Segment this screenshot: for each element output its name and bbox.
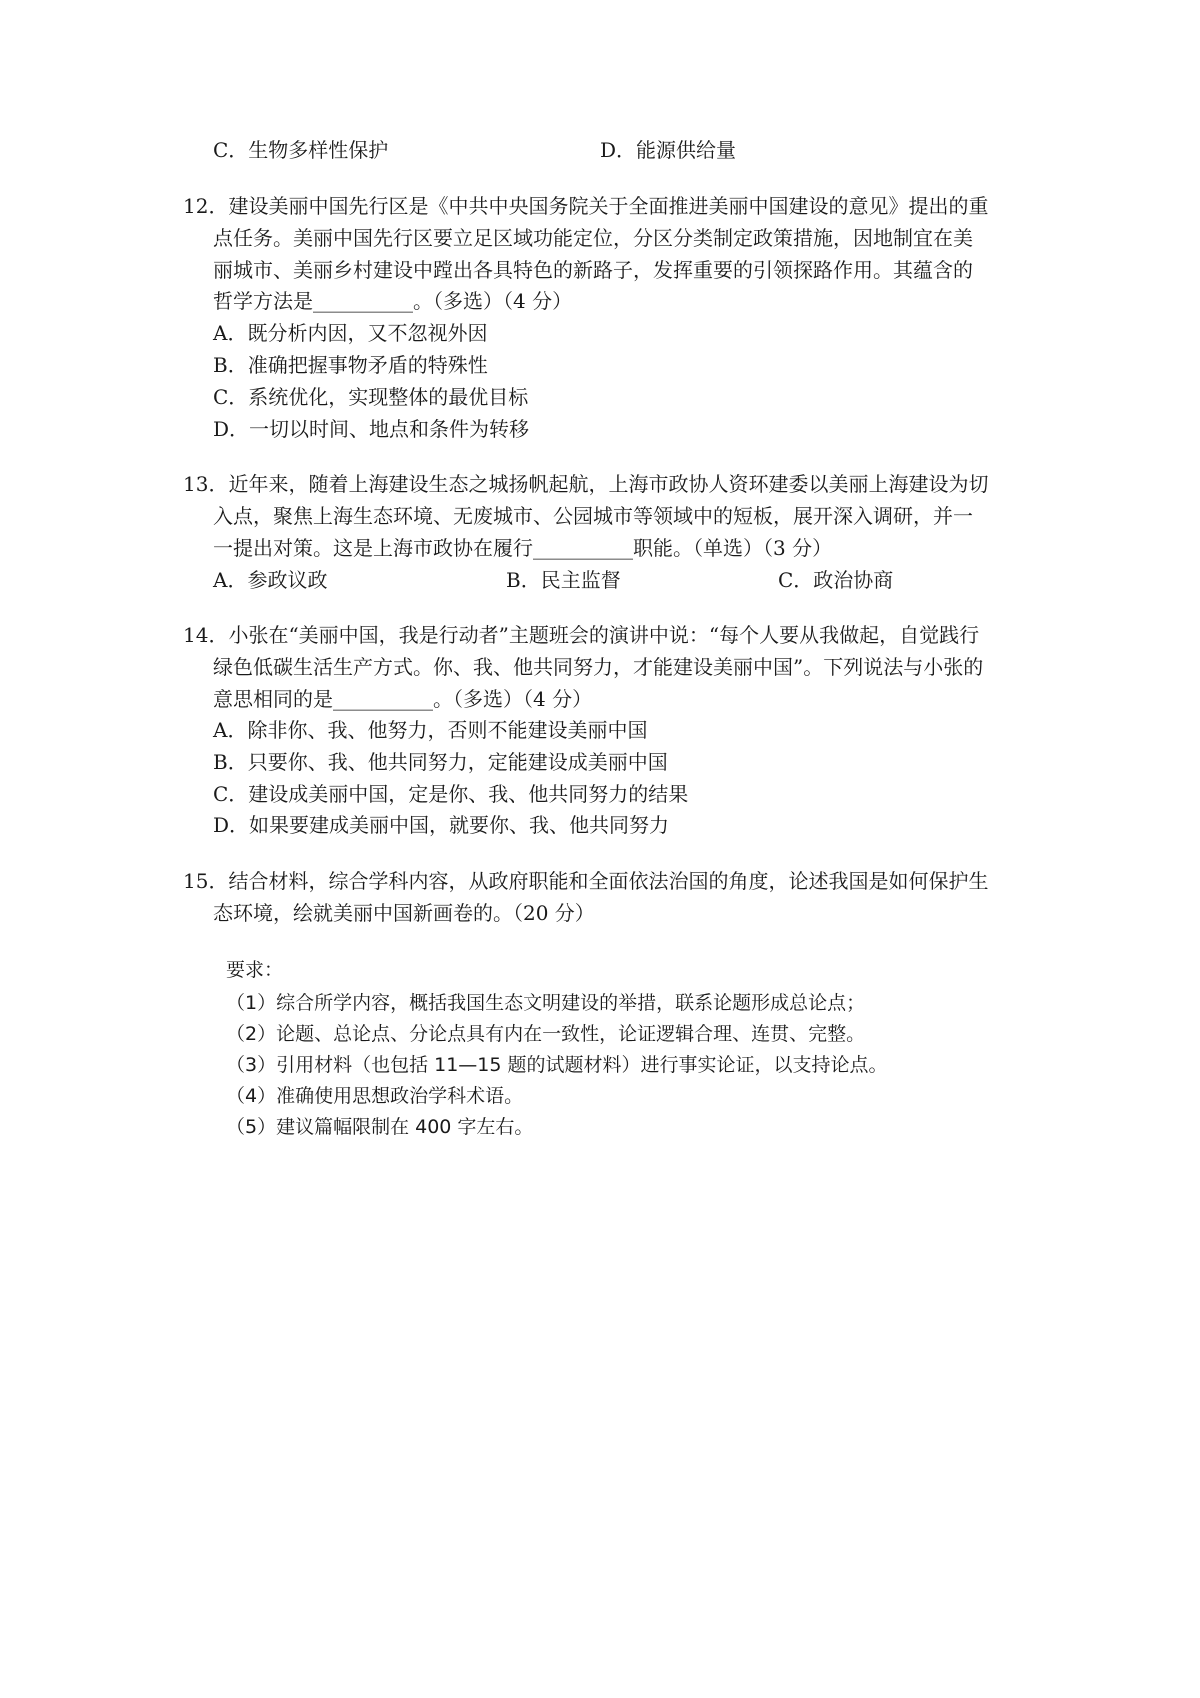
q12-line-3: 丽城市、美丽乡村建设中蹚出各具特色的新路子，发挥重要的引领探路作用。其蕴含的 bbox=[213, 258, 973, 282]
q12-line-2: 点任务。美丽中国先行区要立足区域功能定位，分区分类制定政策措施，因地制宜在美 bbox=[213, 226, 973, 250]
q12-option-a: A．既分析内因，又不忽视外因 bbox=[213, 321, 488, 345]
q12-option-d: D．一切以时间、地点和条件为转移 bbox=[213, 417, 530, 441]
q12-line-4: 哲学方法是__________。（多选）（4 分） bbox=[213, 289, 573, 313]
q11-option-c: C．生物多样性保护 bbox=[213, 138, 389, 162]
q14-option-b: B．只要你、我、他共同努力，定能建设成美丽中国 bbox=[213, 750, 668, 774]
q13-option-a: A．参政议政 bbox=[213, 568, 328, 592]
q12-option-c: C．系统优化，实现整体的最优目标 bbox=[213, 385, 529, 409]
q13-option-b: B．民主监督 bbox=[506, 568, 621, 592]
q14-line-1: 14．小张在“美丽中国，我是行动者”主题班会的演讲中说：“每个人要从我做起，自觉践行 bbox=[183, 623, 980, 647]
q14-line-3: 意思相同的是__________。（多选）（4 分） bbox=[213, 687, 593, 711]
q15-line-2: 态环境，绘就美丽中国新画卷的。（20 分） bbox=[213, 901, 595, 925]
q12-line-1: 12．建设美丽中国先行区是《中共中央国务院关于全面推进美丽中国建设的意见》提出的重 bbox=[183, 194, 989, 218]
q11-option-d: D．能源供给量 bbox=[600, 138, 737, 162]
q14-option-d: D．如果要建成美丽中国，就要你、我、他共同努力 bbox=[213, 813, 670, 837]
q12-option-b: B．准确把握事物矛盾的特殊性 bbox=[213, 353, 488, 377]
q15-requirement-5: （5）建议篇幅限制在 400 字左右。 bbox=[226, 1116, 534, 1138]
q14-option-c: C．建设成美丽中国，定是你、我、他共同努力的结果 bbox=[213, 782, 689, 806]
q15-line-1: 15．结合材料，综合学科内容，从政府职能和全面依法治国的角度，论述我国是如何保护生 bbox=[183, 869, 989, 893]
q15-requirement-4: （4）准确使用思想政治学科术语。 bbox=[226, 1085, 524, 1107]
q13-line-3: 一提出对策。这是上海市政协在履行__________职能。（单选）（3 分） bbox=[213, 536, 833, 560]
q15-requirement-1: （1）综合所学内容，概括我国生态文明建设的举措，联系论题形成总论点； bbox=[226, 992, 866, 1014]
q13-option-c: C．政治协商 bbox=[778, 568, 894, 592]
q13-line-2: 入点，聚焦上海生态环境、无废城市、公园城市等领域中的短板，展开深入调研，并一 bbox=[213, 504, 973, 528]
q15-requirement-3: （3）引用材料（也包括 11—15 题的试题材料）进行事实论证，以支持论点。 bbox=[226, 1054, 888, 1076]
q15-requirement-2: （2）论题、总论点、分论点具有内在一致性，论证逻辑合理、连贯、完整。 bbox=[226, 1023, 866, 1045]
q14-option-a: A．除非你、我、他努力，否则不能建设美丽中国 bbox=[213, 718, 648, 742]
q15-requirements-title: 要求： bbox=[226, 959, 284, 981]
q13-line-1: 13．近年来，随着上海建设生态之城扬帆起航，上海市政协人资环建委以美丽上海建设为切 bbox=[183, 472, 989, 496]
q14-line-2: 绿色低碳生活生产方式。你、我、他共同努力，才能建设美丽中国”。下列说法与小张的 bbox=[213, 655, 984, 679]
